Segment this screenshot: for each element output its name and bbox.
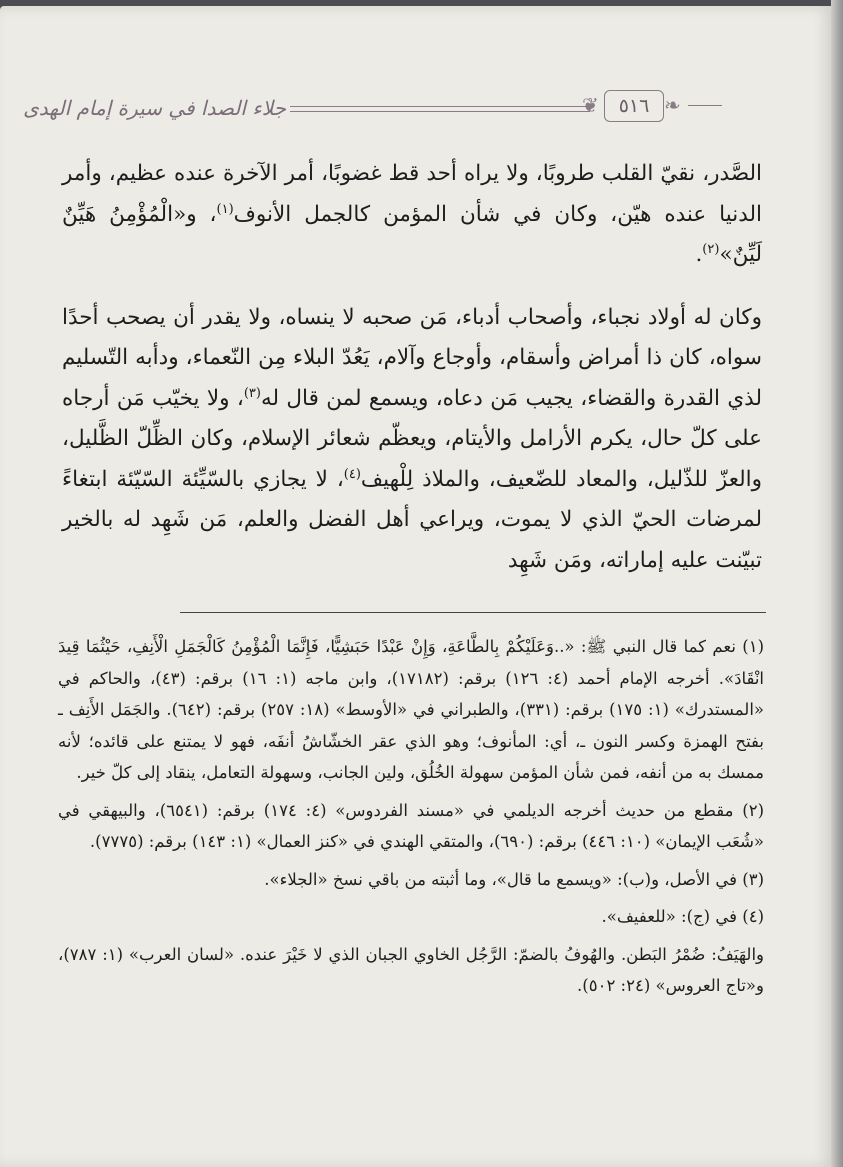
text-run: ، لا يجازي بالسّيِّئة السّيّئة ابتغاءً لمرضات الحيّ الذي لا يموت، ويراعي أهل الفضل والعلم، مَن شَهِد له بالخير تبيّنت عليه إماراته، ومَن شَهِد (62, 466, 762, 573)
page-header (0, 84, 834, 134)
text-run: وكان له أولاد نجباء، وأصحاب أدباء، مَن صحبه لا ينساه، ولا يقدر أن يصحب أحدًا سواه، كان ذا أمراض وأسقام، وأوجاع وآلام، يَعُدّ البلاء مِن النّعماء، ودأبه التّسليم لذي القدرة والقضاء، يجيب مَن دعاه، ويسمع لمن قال له (62, 304, 763, 411)
header-rule (290, 106, 590, 107)
text-run: ، و«الْمُؤْمِنُ هَيِّنٌ لَيِّنٌ» (62, 201, 762, 267)
footnote-marker: (١) (216, 201, 234, 217)
footnote-marker: (٣) (243, 385, 261, 401)
footnotes (58, 631, 764, 1002)
book-page (0, 6, 834, 1167)
text-run: الصَّدر، نقيّ القلب طروبًا، ولا يراه أحد قط غضوبًا، أمر الآخرة عنده عظيم، وأمر الدنيا عنده هيّن، وكان في شأن المؤمن كالجمل الأنوف (62, 161, 763, 227)
running-title: جلاء الصدا في سيرة إمام الهدى (23, 96, 286, 120)
main-text (62, 154, 762, 581)
ornament-icon: ❦ (582, 93, 599, 117)
text-run: . (695, 242, 703, 267)
header-rule (290, 111, 590, 112)
paragraph (62, 298, 762, 582)
footnote-separator (180, 612, 766, 613)
footnote: (١) نعم كما قال النبي ﷺ: «..وَعَلَيْكُمْ بِالطَّاعَةِ، وَإِنْ عَبْدًا حَبَشِيًّا، فَإِنَّمَا الْمُؤْمِنُ كَالْجَمَلِ الْأَنِفِ، حَيْثُمَا قِيدَ انْقَادَ». أخرجه الإمام أحمد (٤: ١٢٦) برقم: (١٧١٨٢)، وابن ماجه (١: ١٦) برقم: (٤٣)، والحاكم في «المستدرك» (١: ١٧٥) برقم: (٣٣١)، والطبراني في «الأوسط» (١٨: ٢٥٧) برقم: (٦٤٢). والجَمَل الأَنِف ـ بفتح الهمزة وكسر النون ـ، أي: المأنوف؛ وهو الذي عقر الخشّاشُ أنفَه، فهو لا يمتنع على قائده؛ لأنه ممسك به من أنفه، فمن شأن المؤمن سهولة الخُلُق، ولين الجانب، وسهولة التعامل، ينقاد إلى كلّ خير. (58, 637, 765, 782)
footnote-marker: (٢) (702, 241, 720, 257)
page-number: ٥١٦ (604, 90, 664, 122)
footnote: (٢) مقطع من حديث أخرجه الديلمي في «مسند الفردوس» (٤: ١٧٤) برقم: (٦٥٤١)، والبيهقي في «شُعَب الإيمان» (١٠: ٤٤٦) برقم: (٦٩٠)، والمتقي الهندي في «كنز العمال» (١: ١٤٣) برقم: (٧٧٧٥). (58, 800, 764, 851)
footnote: (٤) في (ج): «للعفيف». (601, 907, 764, 926)
footnote: (٣) في الأصل، و(ب): «ويسمع ما قال»، وما أثبته من باقي نسخ «الجلاء». (264, 869, 764, 889)
paragraph (62, 154, 762, 276)
footnote-marker: (٤) (343, 466, 361, 482)
page-edge (831, 0, 843, 1167)
header-rule (688, 105, 722, 106)
footnote: والهَيَفُ: ضُمْرُ البَطن. والهُوفُ بالضمّ: الرَّجُل الخاوي الجبان الذي لا خَيْرَ عنده. «لسان العرب» (١: ٧٨٧)، و«تاج العروس» (٢٤: ٥٠٢). (58, 944, 765, 995)
text-run: ، ولا يخيّب مَن أرجاه على كلّ حال، يكرم الأرامل والأيتام، ويعظّم شعائر الإسلام، وكان الظِّلّ الظَّليل، والعزّ للذّليل، والمعاد للضّعيف، والملاذ لِلْهيف (62, 385, 763, 492)
ornament-icon: ❧ (664, 93, 681, 117)
